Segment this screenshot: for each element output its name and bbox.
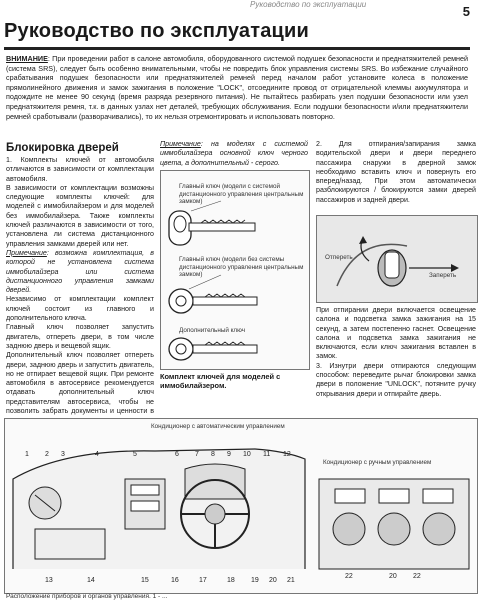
paragraph: В зависимости от комплектации возможны следующие комплекты ключей: для моделей с иммобилайзером и для моделей без иммобилайзера. Также комплекты ключей различаются в зависимости от того, установлена ли система дистанционного управления замками дверей или нет.: [6, 183, 154, 248]
paragraph: 3. Изнутри двери отпираются следующим способом: переведите рычаг блокировки замка двери в положение "UNLOCK", потяните ручку открывания двери и отпирайте дверь.: [316, 361, 476, 398]
callout-1: 1: [25, 451, 29, 458]
note: [6, 249, 154, 295]
running-title: Руководство по эксплуатации: [250, 0, 367, 9]
keys-illustration: [161, 171, 309, 369]
note-text: : на моделях с системой иммобилайзера основной ключ черного цвета, а дополнительный - серого.: [160, 140, 308, 167]
paragraph: Главный ключ позволяет запустить двигатель, отпереть двери, в том числе заднюю дверь и вещевой ящик.: [6, 323, 154, 350]
callout-2: 2: [45, 451, 49, 458]
callout-7: 7: [195, 451, 199, 458]
callout-5: 5: [133, 451, 137, 458]
key-label-1: Главный ключ (модели с системой дистанционного управления центральным замком): [179, 183, 304, 206]
callout-15: 15: [141, 577, 149, 584]
callout-21: 21: [287, 577, 295, 584]
key-label-3: Дополнительный ключ: [179, 327, 245, 334]
door-lock-figure: [316, 215, 478, 303]
paragraph: 2. Для отпирания/запирания замка водительской двери и двери переднего пассажира снаружи в дверной замок необходимо вставить ключ и повернуть его вперед/назад. При этом автоматически разблокируются / блокируются замки дверей пассажиров и задней двери.: [316, 140, 476, 204]
page-title: Руководство по эксплуатации: [4, 20, 310, 42]
note-text: : возможна комплектация, в которой не установлена система иммобилайзера или система дистанционного управления замками дверей.: [6, 248, 154, 295]
auto-ac-label: Кондиционер с автоматическим управлением: [151, 423, 285, 430]
callout-12: 12: [283, 451, 291, 458]
callout-18: 18: [227, 577, 235, 584]
callout-9: 9: [227, 451, 231, 458]
paragraph: 1. Комплекты ключей от автомобиля отличаются в зависимости от комплектации автомобиля.: [6, 156, 154, 183]
paragraph: Дополнительный ключ позволяет отпереть двери, заднюю дверь и запустить двигатель, но не отпирает вещевой ящик. При ремонте автомобиля в автосервисе рекомендуется отдавать дополнительный ключ представителям автосервиса, чтобы не позволить забрать документы и ценности в: [6, 351, 154, 416]
section-title: Блокировка дверей: [6, 142, 119, 154]
callout-manual-22b: 22: [413, 573, 421, 580]
callout-8: 8: [211, 451, 215, 458]
title-rule: [4, 47, 470, 50]
callout-11: 11: [263, 451, 271, 458]
callout-10: 10: [243, 451, 251, 458]
main-key-remote-icon: [169, 201, 255, 245]
right-text-2: [316, 306, 476, 399]
dashboard-illustration: [5, 419, 477, 593]
page-header: [0, 0, 484, 22]
keys-figure: [160, 170, 310, 370]
right-text-1: [316, 140, 476, 205]
dashboard-figure: [4, 418, 478, 594]
unlock-label: Отпереть: [325, 254, 353, 261]
callout-16: 16: [171, 577, 179, 584]
callout-3: 3: [61, 451, 65, 458]
callout-13: 13: [45, 577, 53, 584]
left-column: [6, 156, 154, 426]
warning-paragraph: [6, 54, 468, 121]
lock-label: Запереть: [429, 272, 457, 279]
paragraph: Независимо от комплектации комплект ключей состоит из главного и дополнительного ключа.: [6, 295, 154, 323]
manual-ac-label: Кондиционер с ручным управлением: [323, 459, 432, 466]
callout-20: 20: [269, 577, 277, 584]
note-lead: Примечание: [6, 248, 47, 257]
footer-caption: Расположение приборов и органов управления. 1 - ...: [6, 593, 168, 600]
warning-lead: ВНИМАНИЕ: [6, 54, 48, 63]
key-label-2: Главный ключ (модели без системы дистанционного управления центральным замком): [179, 256, 304, 279]
keys-caption: Комплект ключей для моделей с иммобилайзером.: [160, 372, 281, 390]
callout-manual-22a: 22: [345, 573, 353, 580]
paragraph: При отпирании двери включается освещение салона и подсветка замка зажигания на 15 секунд, а затем постепенно гаснет. Освещение салона и подсветка замка зажигания не включаются, если ключ зажигания вставлен в замок.: [316, 306, 476, 361]
spare-key-icon: [169, 338, 257, 360]
callout-4: 4: [95, 451, 99, 458]
callout-19: 19: [251, 577, 259, 584]
main-key-icon: [169, 275, 257, 313]
callout-6: 6: [175, 451, 179, 458]
callout-manual-20: 20: [389, 573, 397, 580]
note-lead: Примечание: [160, 140, 201, 148]
callout-17: 17: [199, 577, 207, 584]
warning-text: : При проведении работ в салоне автомобиля, оборудованного системой подушек безопасности и преднатяжителей ремней (система SRS), следует быть особенно внимательными, чтобы не повредить блок управления системы SRS. Во избежание случайного срабатывания подушек безопасности или преднатяжителей ремней перед началом работ установите колеса в положение прямолинейного движения и замок зажигания в положение "LOCK", отсоедините провод от отрицательной клеммы аккумулятора и подождите не менее 90 секунд (время разряда резервного питания). Не пытайтесь разбирать узел подушки безопасности или узел преднатяжителя ремня, т.к. в данных узлах нет деталей, требующих обслуживания. Если подушки безопасности и/или преднатяжители ремней сработывали (разворачивались), то их нельзя отремонтировать и использовать повторно.: [6, 54, 468, 121]
callout-14: 14: [87, 577, 95, 584]
page-number: 5: [462, 4, 470, 19]
mid-note: [160, 140, 308, 168]
